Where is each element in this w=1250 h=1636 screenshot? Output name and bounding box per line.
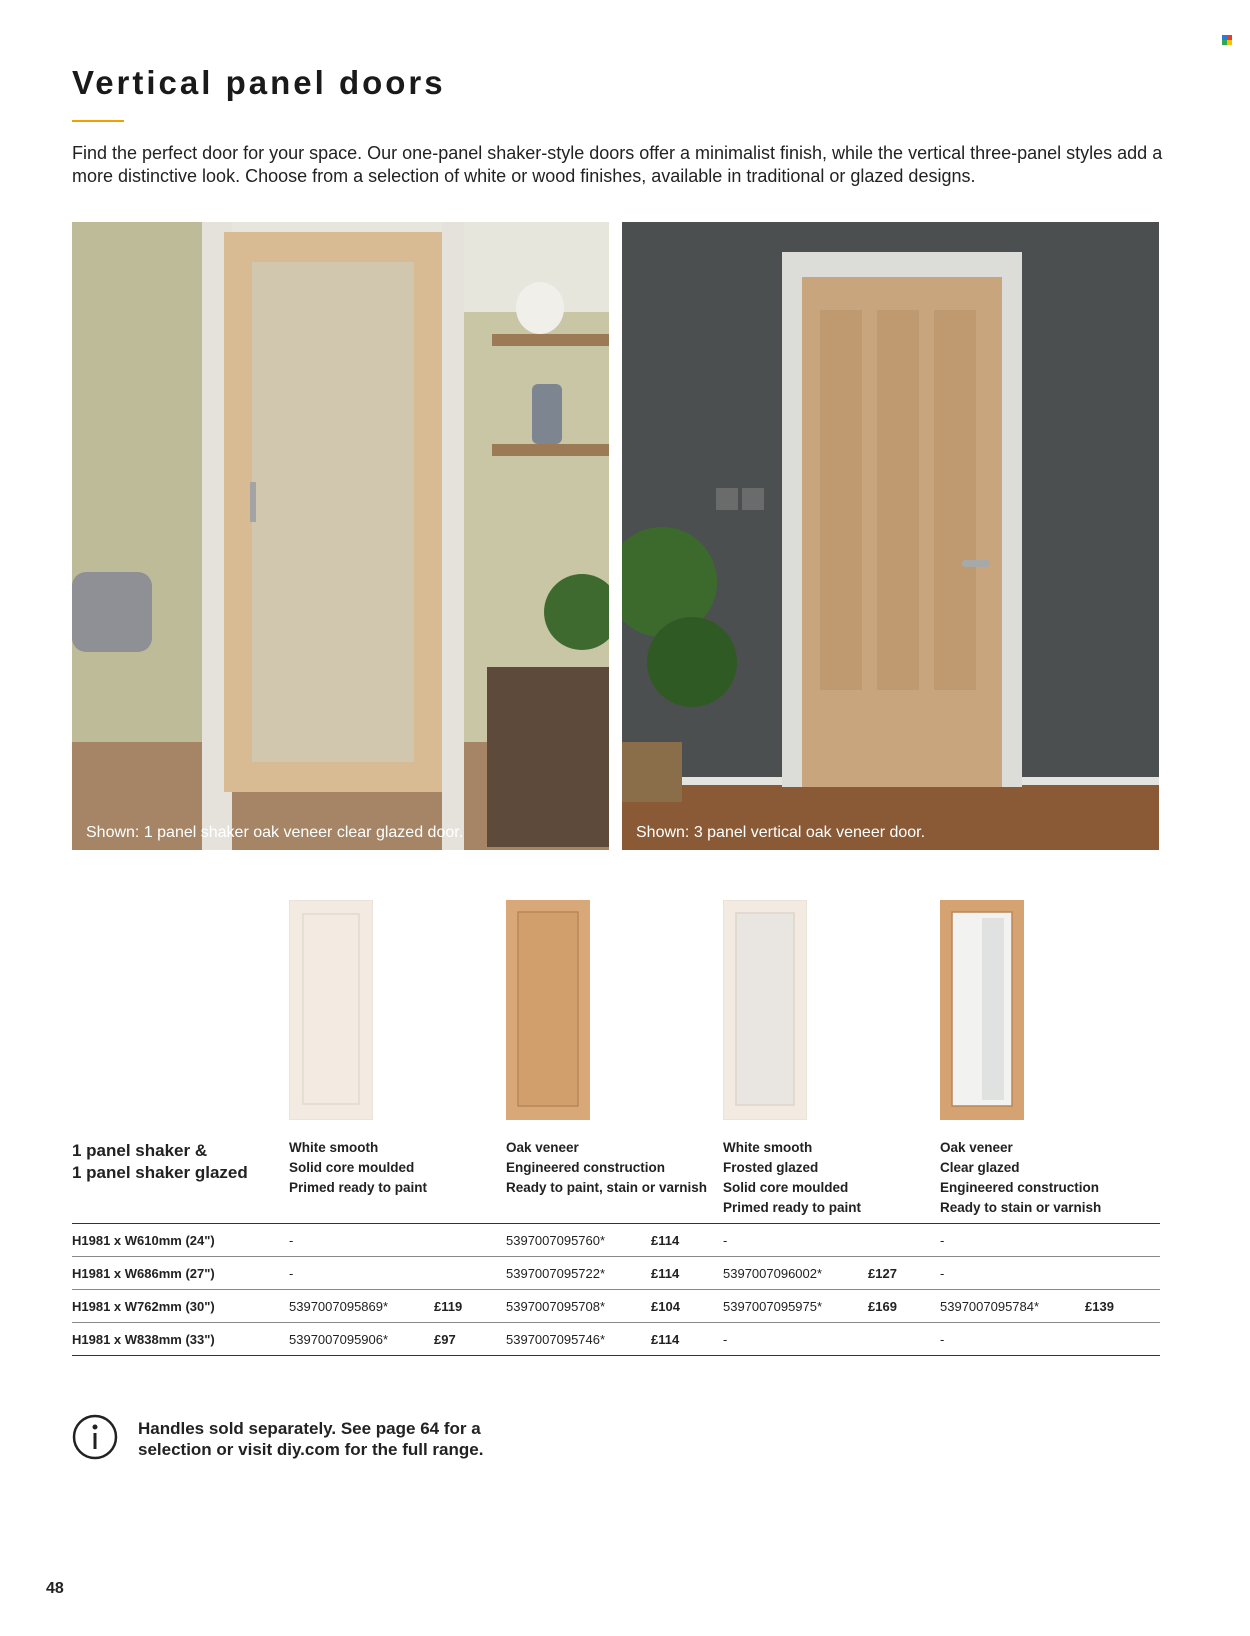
product-code: -	[940, 1323, 1085, 1356]
product-code: -	[940, 1224, 1085, 1257]
price	[434, 1257, 506, 1290]
size-cell: H1981 x W686mm (27")	[72, 1257, 289, 1290]
product-code: 5397007095722*	[506, 1257, 651, 1290]
product-code: 5397007095746*	[506, 1323, 651, 1356]
product-code: 5397007095906*	[289, 1323, 434, 1356]
photo-vertical-door	[622, 222, 1159, 850]
price	[1085, 1257, 1160, 1290]
product-code: 5397007096002*	[723, 1257, 868, 1290]
door-swatch-white-shaker	[289, 900, 373, 1120]
price	[868, 1224, 940, 1257]
price: £127	[868, 1257, 940, 1290]
price: £114	[651, 1257, 723, 1290]
product-description: White smooth Solid core moulded Primed ready to paint	[289, 1140, 428, 1195]
brand-logo	[1222, 32, 1232, 42]
intro-paragraph: Find the perfect door for your space. Our one-panel shaker-style doors offer a minimalist finish, while the vertical three-panel styles add a more distinctive look. Choose from a selection of white or wood finishes, available in traditional or glazed designs.	[72, 143, 1163, 186]
product-code: -	[940, 1257, 1085, 1290]
product-code: 5397007095784*	[940, 1290, 1085, 1323]
product-code: -	[289, 1257, 434, 1290]
product-description: Oak veneer Clear glazed Engineered construction Ready to stain or varnish	[940, 1140, 1102, 1215]
price: £97	[434, 1323, 506, 1356]
door-swatch-oak-shaker	[506, 900, 590, 1120]
product-code: 5397007095869*	[289, 1290, 434, 1323]
product-code: 5397007095975*	[723, 1290, 868, 1323]
product-code: 5397007095760*	[506, 1224, 651, 1257]
page-number: 48	[46, 1580, 64, 1597]
price	[868, 1323, 940, 1356]
table-row	[72, 1290, 1160, 1323]
price: £114	[651, 1323, 723, 1356]
product-code: -	[723, 1224, 868, 1257]
size-cell: H1981 x W610mm (24")	[72, 1224, 289, 1257]
price: £104	[651, 1290, 723, 1323]
table-row	[72, 1323, 1160, 1356]
price: £114	[651, 1224, 723, 1257]
photo-caption: Shown: 1 panel shaker oak veneer clear glazed door.	[86, 824, 464, 841]
info-icon	[72, 1414, 118, 1460]
product-code: 5397007095708*	[506, 1290, 651, 1323]
handles-note: Handles sold separately. See page 64 for a selection or visit diy.com for the full range.	[138, 1419, 484, 1459]
photo-glazed-door	[72, 222, 609, 850]
price: £119	[434, 1290, 506, 1323]
photo-caption: Shown: 3 panel vertical oak veneer door.	[636, 824, 926, 841]
product-code: -	[289, 1224, 434, 1257]
price: £169	[868, 1290, 940, 1323]
price-table	[72, 1223, 1160, 1356]
table-row	[72, 1224, 1160, 1257]
product-description: White smooth Frosted glazed Solid core moulded Primed ready to paint	[723, 1140, 862, 1215]
price	[1085, 1224, 1160, 1257]
door-swatch-oak-clear	[940, 900, 1024, 1120]
price: £139	[1085, 1290, 1160, 1323]
size-cell: H1981 x W762mm (30")	[72, 1290, 289, 1323]
page-title: Vertical panel doors	[72, 64, 446, 101]
title-underline	[72, 120, 124, 122]
product-description: Oak veneer Engineered construction Ready to paint, stain or varnish	[506, 1140, 708, 1195]
door-swatch-white-frosted	[723, 900, 807, 1120]
product-group-label: 1 panel shaker & 1 panel shaker glazed	[72, 1141, 248, 1182]
table-row	[72, 1257, 1160, 1290]
product-code: -	[723, 1323, 868, 1356]
size-cell: H1981 x W838mm (33")	[72, 1323, 289, 1356]
price	[1085, 1323, 1160, 1356]
price	[434, 1224, 506, 1257]
